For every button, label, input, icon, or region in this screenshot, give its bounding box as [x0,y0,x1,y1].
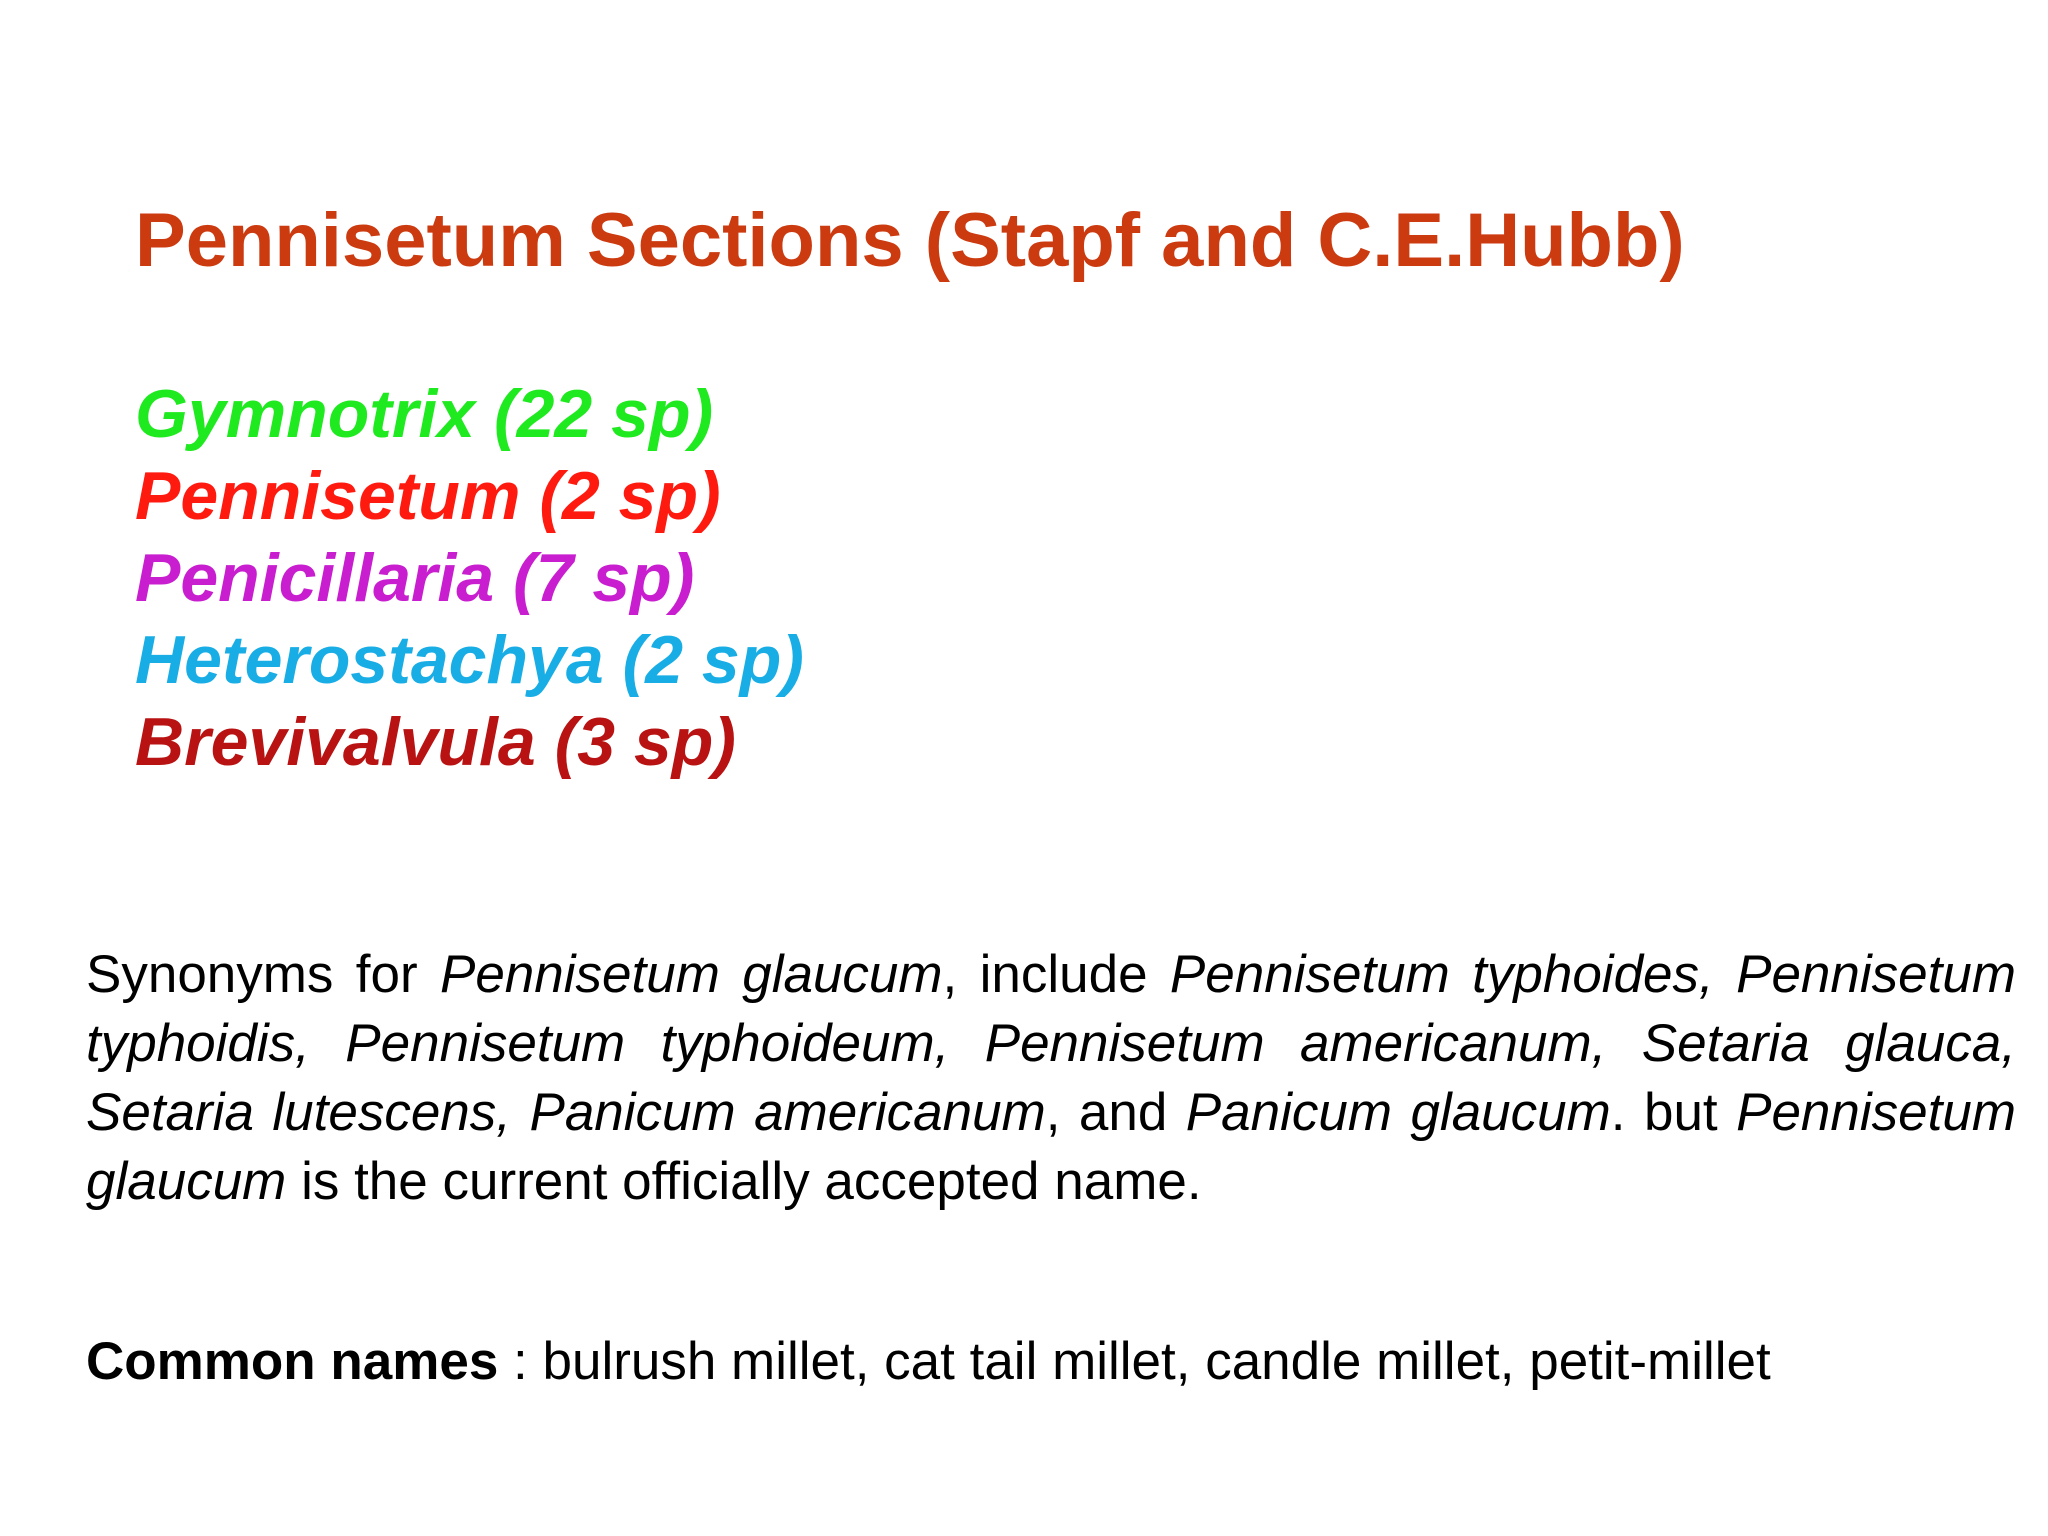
common-names-line [86,1327,2016,1396]
common-names-label: Common names [86,1332,499,1391]
synonyms-species-list: Pennisetum typhoides, Pennisetum typhoidis, Pennisetum typhoideum, Pennisetum americanum, Setaria glauca, Setaria lutescens, Panicum americanum [86,945,2016,1142]
synonyms-text: Synonyms for [86,945,440,1004]
synonyms-text: , and [1045,1083,1186,1142]
synonyms-text: . but [1610,1083,1737,1142]
synonyms-species-name: Panicum glaucum [1185,1083,1611,1142]
synonyms-text: , include [942,945,1170,1004]
synonyms-paragraph [86,940,2016,1216]
synonyms-accepted-name: Pennisetum glaucum [86,1083,2016,1211]
sections-list [135,373,804,783]
synonyms-text: is the current officially accepted name. [286,1152,1202,1211]
section-item-heterostachya: Heterostachya (2 sp) [135,622,804,698]
section-item-pennisetum: Pennisetum (2 sp) [135,458,721,534]
synonyms-species-name: Pennisetum glaucum [439,945,943,1004]
slide-title: Pennisetum Sections (Stapf and C.E.Hubb) [135,198,1685,283]
section-item-brevivalvula: Brevivalvula (3 sp) [135,704,736,780]
common-names-text: : bulrush millet, cat tail millet, candle millet, petit-millet [498,1332,1771,1391]
section-item-penicillaria: Penicillaria (7 sp) [135,540,695,616]
section-item-gymnotrix: Gymnotrix (22 sp) [135,376,714,452]
